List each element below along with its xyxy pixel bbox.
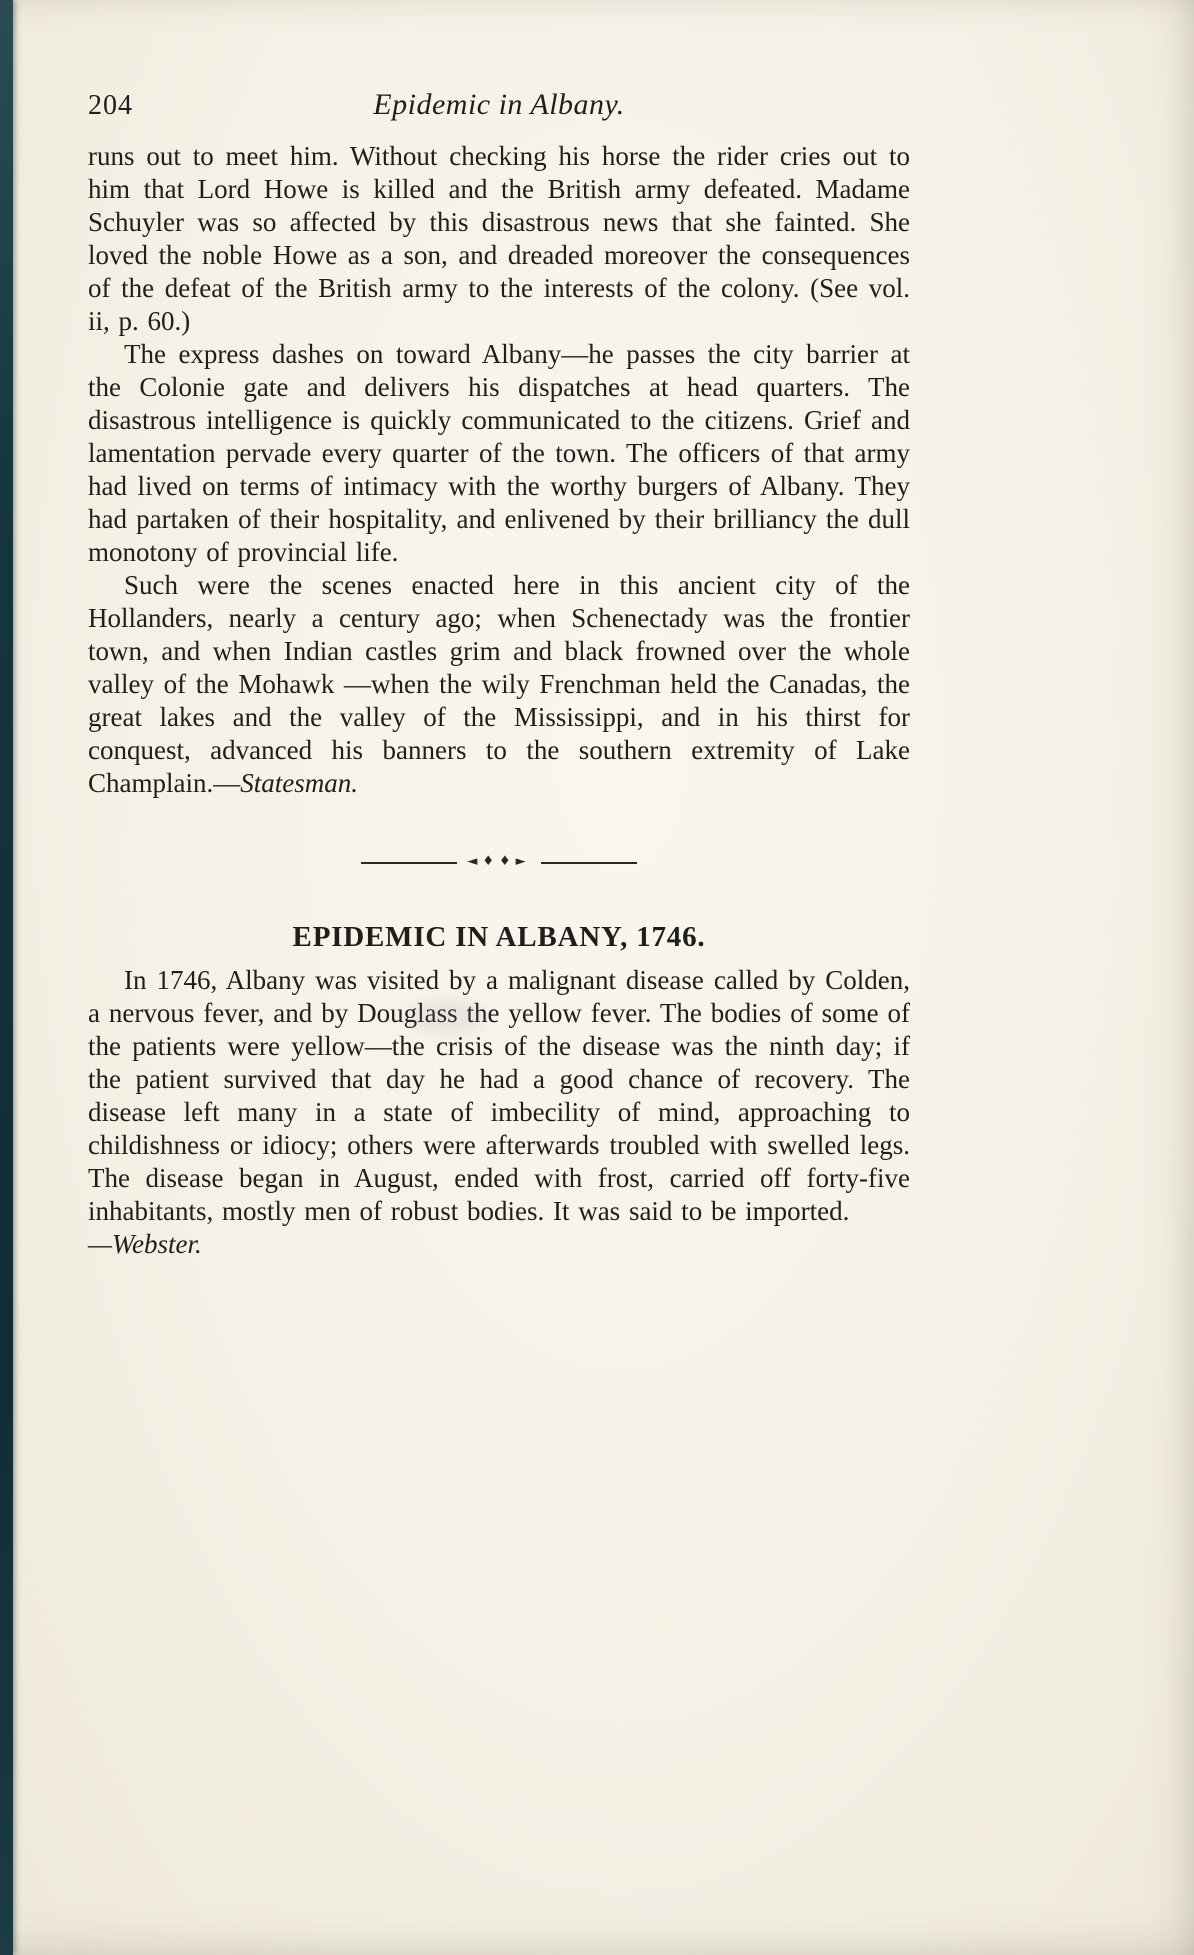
- paragraph-3: [88, 569, 910, 800]
- page-body: [88, 140, 910, 1261]
- paragraph-1: runs out to meet him. Without checking his horse the rider cries out to him that Lord Howe is killed and the British army defeated. Madame Schuyler was so affected by this disastrous news that she fainted. She loved the noble Howe as a son, and dreaded moreover the consequences of the defeat of the British army to the interests of the colony. (See vol. ii, p. 60.): [88, 141, 910, 336]
- page-number: 204: [88, 90, 133, 121]
- paragraph-2: The express dashes on toward Albany—he passes the city barrier at the Colonie gate and delivers his dispatches at head quarters. The disastrous intelligence is quickly communicated to the citizens. Grief and lamentation pervade every quarter of the town. The officers of that army had lived on terms of intimacy with the worthy burgers of Albany. They had partaken of their hospitality, and enlivened by their brilliancy the dull monotony of provincial life.: [88, 339, 910, 567]
- page-header: [88, 88, 910, 122]
- divider-rule-left: [361, 862, 457, 864]
- running-title: Epidemic in Albany.: [373, 88, 625, 121]
- source-attribution-webster: —Webster.: [88, 1229, 202, 1259]
- paragraph-3-text: Such were the scenes enacted here in this ancient city of the Hollanders, nearly a century ago; when Schenectady was the frontier town, and when Indian castles grim and black frowned over the whole valley of the Mohawk —when the wily Frenchman held the Canadas, the great lakes and the valley of the Mississippi, and in his thirst for conquest, advanced his banners to the southern extremity of Lake Champlain.—: [88, 570, 910, 798]
- scan-gutter-edge: [0, 0, 13, 1955]
- divider-rule-right: [541, 862, 637, 864]
- paragraph-4: In 1746, Albany was visited by a malignant disease called by Colden, a nervous fever, and by Douglass the yellow fever. The bodies of some of the patients were yellow—the crisis of the disease was the ninth day; if the patient survived that day he had a good chance of recovery. The disease left many in a state of imbecility of mind, approaching to childishness or idiocy; others were afterwards troubled with swelled legs. The disease began in August, ended with frost, carried off forty-five inhabitants, mostly men of robust bodies. It was said to be imported.: [88, 965, 910, 1226]
- scan-smudge: [408, 1000, 486, 1034]
- divider-ornament-icon: ◄♦♦►: [467, 854, 531, 869]
- section-divider: [88, 846, 910, 879]
- section-heading: EPIDEMIC IN ALBANY, 1746.: [292, 921, 706, 953]
- source-attribution-statesman: Statesman.: [240, 768, 358, 798]
- author-attribution-line: [88, 1228, 910, 1261]
